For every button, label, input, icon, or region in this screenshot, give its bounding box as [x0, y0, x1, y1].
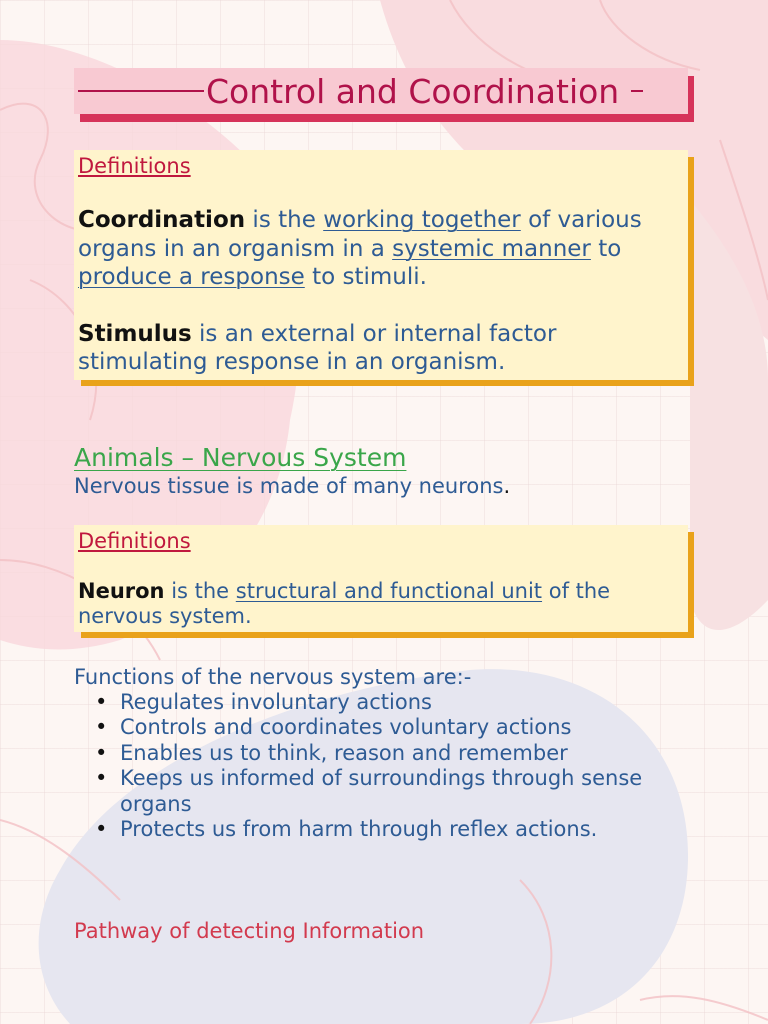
title-rule-left [78, 90, 204, 92]
definitions-card-neuron [74, 525, 694, 638]
underlined-phrase: structural and functional unit [235, 579, 543, 603]
term-coordination: Coordination [78, 207, 246, 233]
stimulus-definition [78, 320, 684, 377]
functions-intro: Functions of the nervous system are:- [74, 665, 472, 689]
definitions-heading: Definitions [78, 529, 191, 553]
card-body [74, 150, 688, 380]
underlined-phrase: systemic manner [392, 235, 591, 262]
title-banner [74, 68, 694, 122]
text: is the [164, 579, 236, 603]
underlined-phrase: working together [323, 207, 521, 233]
list-item: • Protects us from harm through reflex actions. [95, 817, 695, 842]
coordination-definition [78, 206, 684, 292]
definitions-card-coordination [74, 150, 694, 386]
page-title: Control and Coordination [206, 71, 620, 111]
neuron-definition [78, 579, 684, 629]
text: of various organs in an organism in a [78, 207, 642, 262]
list-item: • Enables us to think, reason and remember [95, 741, 695, 766]
animals-heading: Animals – Nervous System [74, 443, 407, 472]
text: of the nervous system. [78, 579, 611, 628]
text: . [503, 474, 511, 498]
term-stimulus: Stimulus [78, 320, 192, 347]
underlined-phrase: produce a response [78, 264, 305, 290]
neurons-statement [74, 474, 510, 498]
text: Nervous tissue is made of many neurons [74, 474, 504, 498]
text: to [590, 235, 622, 262]
title-rule-right [631, 90, 643, 92]
text: to stimuli. [304, 264, 427, 290]
definitions-heading: Definitions [78, 154, 191, 178]
text: is an external or internal factor stimulating response in an organism. [78, 320, 557, 375]
list-item: • Controls and coordinates voluntary actions [95, 715, 695, 740]
list-item: • Keeps us informed of surroundings through sense organs [95, 766, 695, 817]
title-box [74, 68, 688, 114]
list-item: • Regulates involuntary actions [95, 690, 695, 715]
pathway-heading: Pathway of detecting Information [74, 919, 425, 943]
text: is the [245, 207, 324, 233]
functions-list [95, 690, 695, 842]
term-neuron: Neuron [78, 579, 165, 603]
card-body [74, 525, 688, 632]
